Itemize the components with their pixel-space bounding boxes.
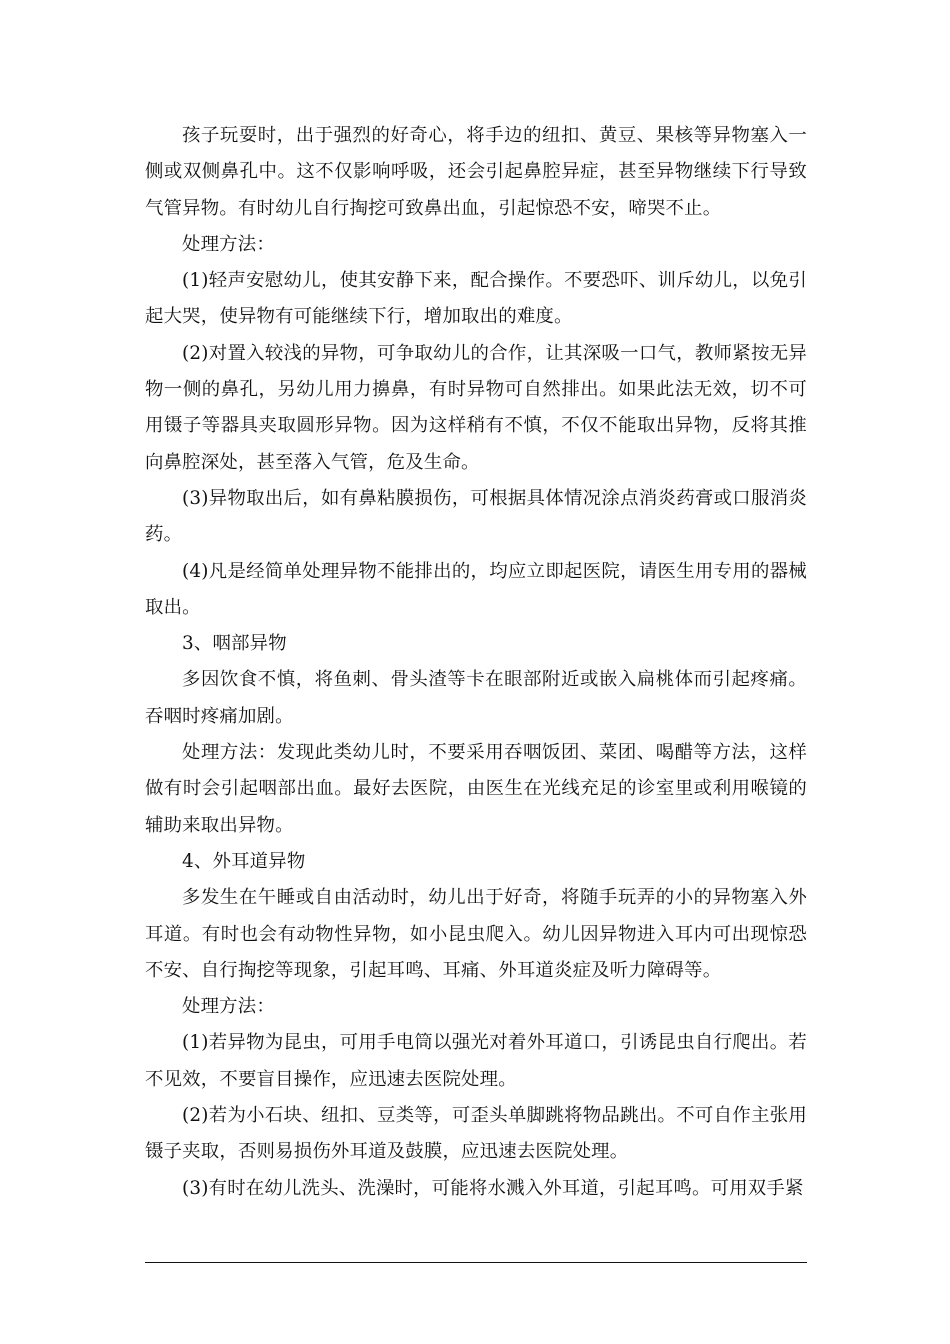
footer-divider (145, 1262, 807, 1263)
paragraph-nose-step-4: (4)凡是经简单处理异物不能排出的，均应立即起医院，请医生用专用的器械取出。 (145, 560, 807, 618)
paragraph-nose-step-3: (3)异物取出后，如有鼻粘膜损伤，可根据具体情况涂点消炎药膏或口服消炎药。 (145, 487, 807, 546)
paragraph-ear-step-3: (3)有时在幼儿洗头、洗澡时，可能将水溅入外耳道，引起耳鸣。可用双手紧 (182, 1177, 804, 1199)
paragraph-nose-step-1: (1)轻声安慰幼儿，使其安静下来，配合操作。不要恐吓、训斥幼儿，以免引起大哭，使异物有可能继续下行，增加取出的难度。 (145, 270, 807, 328)
heading-treatment-ear: 处理方法： (182, 996, 275, 1018)
paragraph-intro: 孩子玩耍时，出于强烈的好奇心，将手边的纽扣、黄豆、果核等异物塞入一侧或双侧鼻孔中。这不仅影响呼吸，还会引起鼻腔异症，甚至异物继续下行导致气管异物。有时幼儿自行掏挖可致鼻出血，引起惊恐不安，啼哭不止。 (145, 125, 807, 219)
section-heading-ear: 4、外耳道异物 (182, 850, 306, 872)
paragraph-ear-description: 多发生在午睡或自由活动时，幼儿出于好奇，将随手玩弄的小的异物塞入外耳道。有时也会有动物性异物，如小昆虫爬入。幼儿因异物进入耳内可出现惊恐不安、自行掏挖等现象，引起耳鸣、耳痛、外耳道炎症及听力障碍等。 (145, 887, 807, 981)
heading-treatment-nose: 处理方法： (182, 233, 275, 255)
paragraph-ear-step-1: (1)若异物为昆虫，可用手电筒以强光对着外耳道口，引诱昆虫自行爬出。若不见效，不要盲目操作，应迅速去医院处理。 (145, 1032, 807, 1090)
paragraph-throat-description: 多因饮食不慎，将鱼刺、骨头渣等卡在眼部附近或嵌入扁桃体而引起疼痛。吞咽时疼痛加剧。 (145, 669, 807, 727)
document-body (145, 118, 807, 1207)
paragraph-nose-step-2: (2)对置入较浅的异物，可争取幼儿的合作，让其深吸一口气，教师紧按无异物一侧的鼻孔，另幼儿用力擤鼻，有时异物可自然排出。如果此法无效，切不可用镊子等器具夹取圆形异物。因为这样稍有不慎，不仅不能取出异物，反将其推向鼻腔深处，甚至落入气管，危及生命。 (145, 342, 807, 473)
paragraph-ear-step-2: (2)若为小石块、纽扣、豆类等，可歪头单脚跳将物品跳出。不可自作主张用镊子夹取，否则易损伤外耳道及鼓膜，应迅速去医院处理。 (145, 1105, 807, 1163)
section-heading-throat: 3、咽部异物 (182, 633, 287, 655)
paragraph-throat-treatment: 处理方法：发现此类幼儿时，不要采用吞咽饭团、菜团、喝醋等方法，这样做有时会引起咽部出血。最好去医院，由医生在光线充足的诊室里或利用喉镜的辅助来取出异物。 (145, 742, 807, 836)
